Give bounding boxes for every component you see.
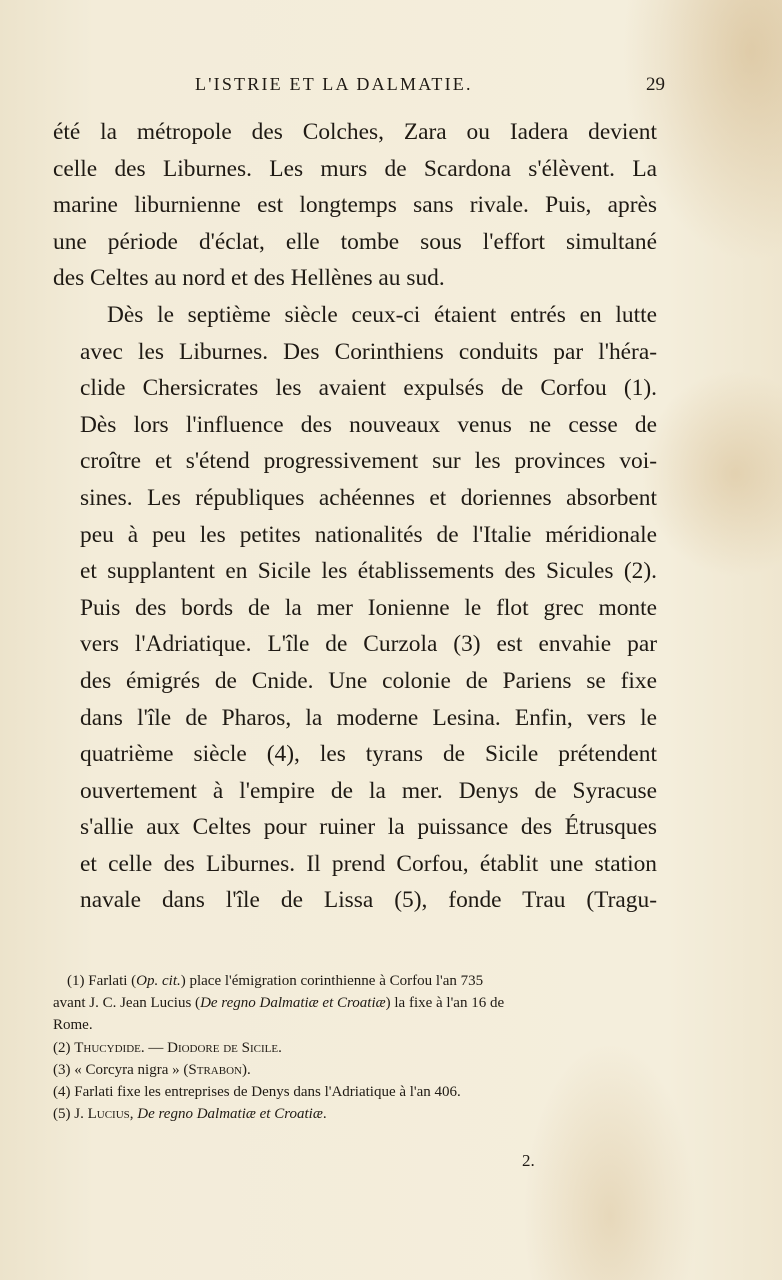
text-line: quatrième siècle (4), les tyrans de Sicile prétendent: [80, 741, 657, 768]
footnote-4: (4) Farlati fixe les entreprises de Denys dans l'Adriatique à l'an 406.: [53, 1084, 461, 1101]
text-line: des émigrés de Cnide. Une colonie de Pariens se fixe: [80, 667, 657, 694]
footnote-1-end: Rome.: [53, 1017, 93, 1034]
footnote-5: (5) J. Lucius, De regno Dalmatiæ et Croatiæ.: [53, 1106, 327, 1123]
signature-mark: 2.: [522, 1151, 535, 1170]
text-line: clide Chersicrates les avaient expulsés de Corfou (1).: [80, 375, 657, 402]
text-line: Puis des bords de la mer Ionienne le flot grec monte: [80, 594, 657, 621]
footnote-1-continued: avant J. C. Jean Lucius (De regno Dalmatiæ et Croatiæ) la fixe à l'an 16 de: [53, 995, 505, 1012]
footnote-2: (2) Thucydide. — Diodore de Sicile.: [53, 1039, 282, 1056]
text-line: été la métropole des Colches, Zara ou Iadera devient: [53, 119, 657, 145]
text-line: et supplantent en Sicile les établissements des Sicules (2).: [80, 558, 657, 585]
footnote-3: (3) « Corcyra nigra » (Strabon).: [53, 1061, 251, 1078]
text-line: navale dans l'île de Lissa (5), fonde Trau (Tragu-: [80, 887, 657, 914]
text-line: croître et s'étend progressivement sur les provinces voi-: [80, 448, 657, 475]
text-line: une période d'éclat, elle tombe sous l'effort simultané: [53, 228, 657, 255]
text-line: ouvertement à l'empire de la mer. Denys de Syracuse: [80, 777, 657, 804]
text-line: Dès le septième siècle ceux-ci étaient entrés en lutte: [107, 301, 657, 328]
paragraph-2: [53, 297, 657, 919]
page-number: 29: [646, 74, 665, 95]
paragraph-1: [53, 114, 657, 297]
text-line: sines. Les républiques achéennes et doriennes absorbent: [80, 484, 657, 511]
text-line: Dès lors l'influence des nouveaux venus ne cesse de: [80, 411, 657, 438]
page-title: L'ISTRIE ET LA DALMATIE.: [195, 74, 473, 94]
text-line: des Celtes au nord et des Hellènes au sud.: [53, 265, 445, 292]
text-line: vers l'Adriatique. L'île de Curzola (3) est envahie par: [80, 631, 657, 658]
text-line: dans l'île de Pharos, la moderne Lesina. Enfin, vers le: [80, 704, 657, 731]
text-line: et celle des Liburnes. Il prend Corfou, établit une station: [80, 850, 657, 877]
footnotes: [53, 970, 645, 1125]
text-line: s'allie aux Celtes pour ruiner la puissance des Étrusques: [80, 814, 657, 841]
body-text: [53, 114, 657, 919]
footnote-1: (1) Farlati (Op. cit.) place l'émigration corinthienne à Corfou l'an 735: [67, 973, 484, 989]
text-line: marine liburnienne est longtemps sans rivale. Puis, après: [53, 192, 657, 219]
text-line: celle des Liburnes. Les murs de Scardona s'élèvent. La: [53, 155, 657, 182]
text-line: avec les Liburnes. Des Corinthiens conduits par l'héra-: [80, 338, 657, 365]
text-line: peu à peu les petites nationalités de l'Italie méridionale: [80, 521, 657, 548]
